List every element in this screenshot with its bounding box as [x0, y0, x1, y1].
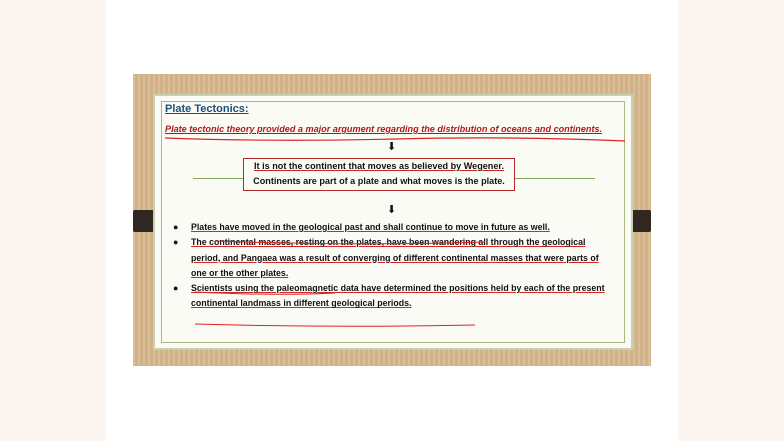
down-arrow-icon: ⬇	[387, 141, 397, 153]
bullet-icon: ●	[173, 222, 179, 232]
down-arrow-icon: ⬇	[387, 204, 397, 216]
list-item	[171, 235, 615, 281]
slide-frame	[133, 74, 651, 366]
slide-panel	[153, 94, 633, 350]
key-point-box	[243, 158, 515, 191]
right-margin	[678, 0, 784, 441]
bullet-text: Plates have moved in the geological past and shall continue to move in future as well.	[191, 222, 550, 232]
slide-title: Plate Tectonics:	[165, 103, 249, 115]
bullet-icon: ●	[173, 237, 179, 248]
bullet-list	[171, 220, 615, 312]
box-line-1: It is not the continent that moves as believed by Wegener.	[254, 161, 504, 171]
left-margin	[0, 0, 106, 441]
list-item	[171, 281, 615, 312]
bullet-text: The continental masses, resting on the plates, have been wandering all through the geological period, and Pangaea was a result of converging of different continental masses that were parts of one or the other plates.	[191, 237, 599, 278]
slide-subtitle: Plate tectonic theory provided a major argument regarding the distribution of oceans and continents.	[165, 124, 603, 134]
list-item	[171, 220, 615, 235]
bullet-text: Scientists using the paleomagnetic data have determined the positions held by each of the present continental landmass in different geological periods.	[191, 283, 605, 309]
box-line-2: Continents are part of a plate and what moves is the plate.	[253, 176, 505, 186]
bullet-icon: ●	[173, 283, 179, 294]
